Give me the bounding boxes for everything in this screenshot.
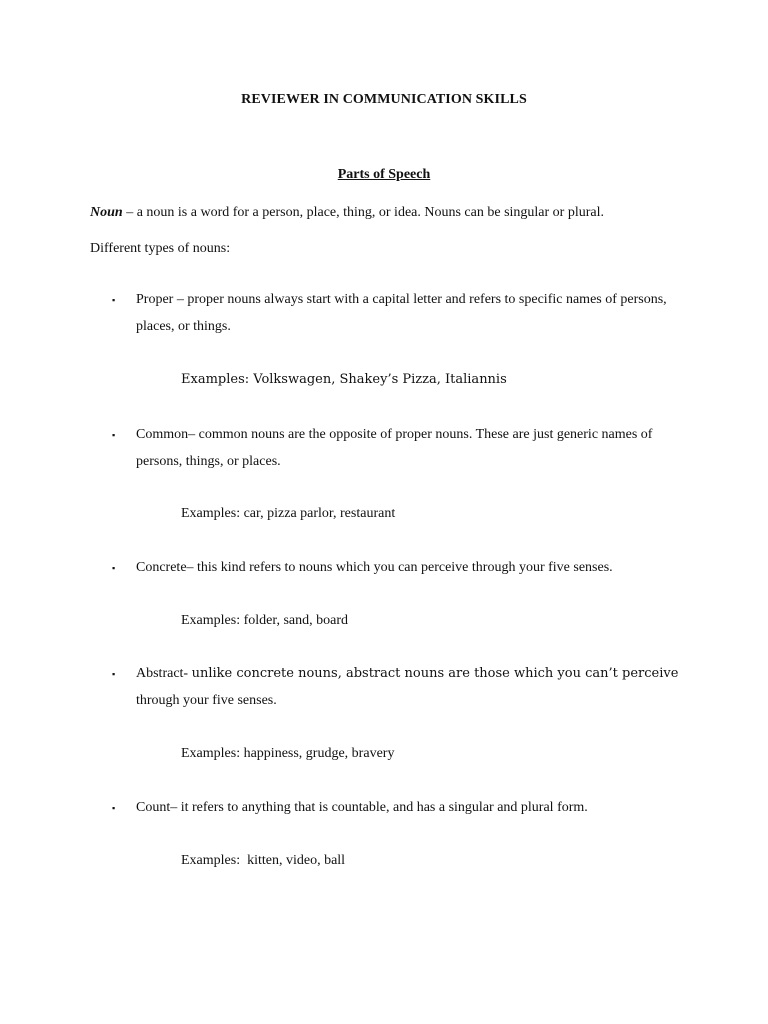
bullet-icon: ▪ [112, 803, 116, 813]
list-item-proper [112, 287, 692, 340]
bullet-icon: ▪ [112, 295, 116, 305]
noun-term: Noun [90, 205, 123, 220]
examples-common: Examples: car, pizza parlor, restaurant [181, 506, 396, 521]
noun-definition [90, 205, 710, 221]
list-item-count [112, 795, 692, 822]
types-intro: Different types of nouns: [90, 241, 231, 256]
list-item-text: Proper – proper nouns always start with a capital letter and refers to specific names of persons, places, or things. [136, 292, 667, 334]
list-item-text: Concrete– this kind refers to nouns which you can perceive through your five senses. [136, 560, 613, 575]
noun-definition-text: – a noun is a word for a person, place, thing, or idea. Nouns can be singular or plural. [122, 205, 604, 220]
list-item-text: Common– common nouns are the opposite of proper nouns. These are just generic names of persons, things, or places. [136, 427, 653, 469]
bullet-icon: ▪ [112, 563, 116, 573]
list-item-text-end: through your five senses. [136, 692, 277, 708]
bullet-icon: ▪ [112, 430, 116, 440]
bullet-icon: ▪ [112, 669, 116, 679]
examples-abstract: Examples: happiness, grudge, bravery [181, 746, 395, 761]
section-heading: Parts of Speech [337, 167, 431, 182]
list-item-abstract [112, 661, 692, 714]
examples-text: Examples: Volkswagen, Shakey’s Pizza, Italiannis [181, 372, 507, 387]
examples-concrete: Examples: folder, sand, board [181, 613, 349, 628]
document-title: REVIEWER IN COMMUNICATION SKILLS [241, 92, 527, 107]
list-item-text [136, 661, 692, 714]
list-item-common [112, 422, 692, 475]
examples-count: Examples: kitten, video, ball [181, 853, 346, 868]
list-item-text-rest: unlike concrete nouns, abstract nouns are those which you can’t perceive [191, 666, 679, 681]
list-item-text-start: Abstract- [136, 666, 192, 681]
examples-proper [181, 372, 507, 388]
list-item-text: Count– it refers to anything that is countable, and has a singular and plural form. [136, 800, 588, 815]
list-item-concrete [112, 555, 692, 582]
